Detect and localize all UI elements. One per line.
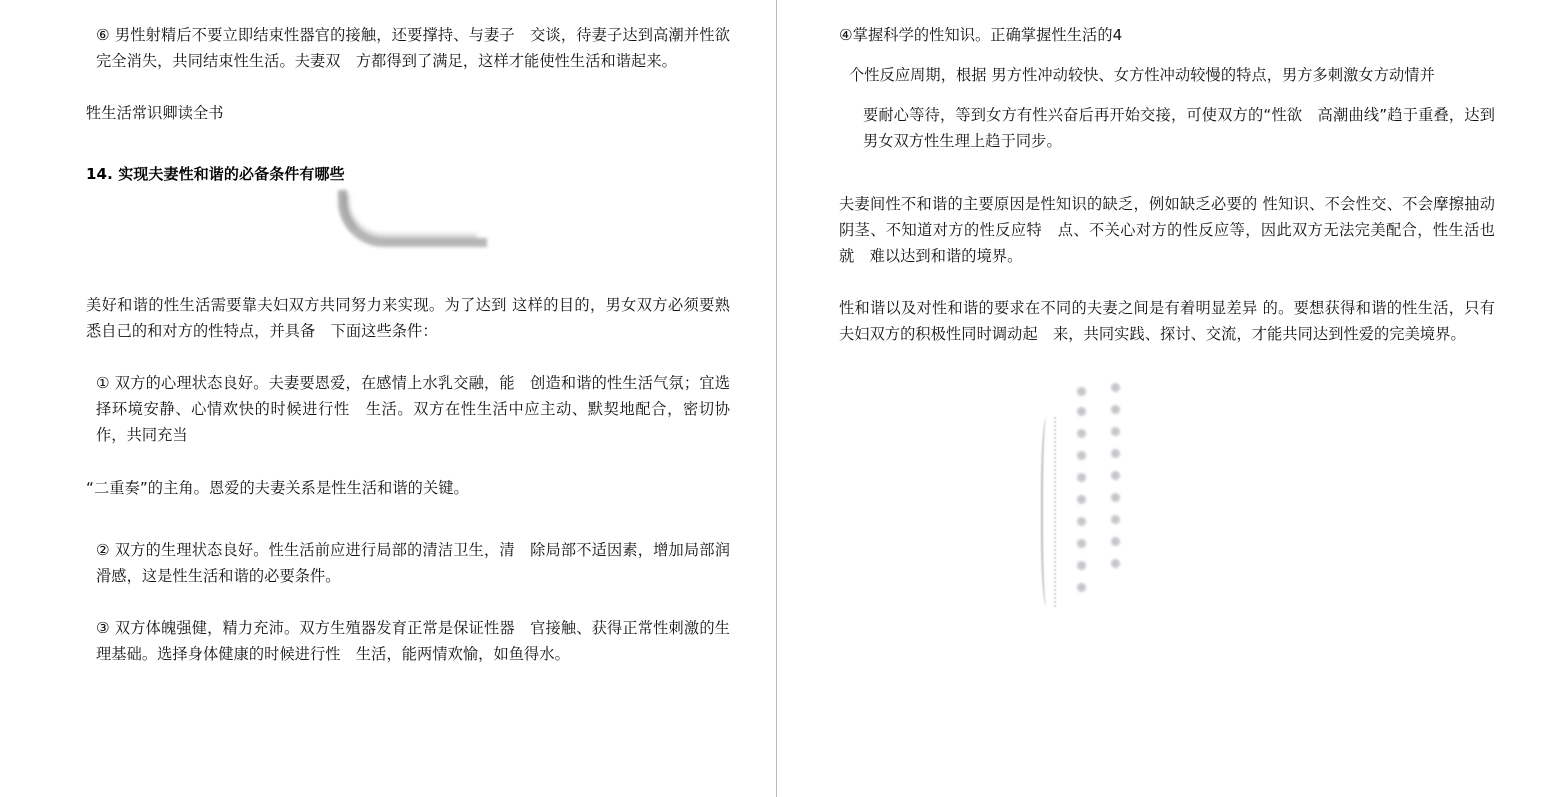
book-title-line: 牲生活常识卿读全书 — [86, 104, 224, 123]
page-left-content — [0, 0, 776, 667]
scan-dot-artifact-wrap — [839, 361, 1495, 621]
scan-smudge-artifact — [86, 188, 730, 258]
dot-column-left — [1077, 383, 1087, 613]
spacer — [86, 603, 730, 615]
page-right-content — [777, 0, 1555, 621]
spacer — [86, 258, 730, 292]
paragraph-duet: “二重奏”的主角。恩爱的夫妻关系是性生活和谐的关键。 — [86, 478, 469, 497]
paragraph-item-6: ⑥ 男性射精后不要立即结束性器官的接触，还要撑持、与妻子 交谈，待妻子达到高潮并性欲完全消失，共同结束性生活。夫妻双 方都得到了满足，这样才能使性生活和谐起来。 — [96, 26, 730, 71]
paragraph-item-4: ④掌握科学的性知识。正确掌握性生活的4 — [839, 26, 1123, 44]
paragraph-disharmony: 夫妻间性不和谐的主要原因是性知识的缺乏，例如缺乏必要的 性知识、不会性交、不会摩擦抽动阴茎、不知道对方的性反应特 点、不关心对方的性反应等，因此双方无法完美配合，性生活也就 难以达到和谐的境界。 — [839, 194, 1495, 265]
spacer — [86, 463, 730, 475]
dot-column-right — [1111, 383, 1121, 613]
paragraph-intro: 美好和谐的性生活需要靠夫妇双方共同努力来实现。为了达到 这样的目的，男女双方必须要熟悉自己的和对方的性特点，并具备 下面这些条件： — [86, 295, 730, 341]
paragraph-patience: 要耐心等待，等到女方有性兴奋后再开始交接，可使双方的“性欲 高潮曲线”趋于重叠，达到男女双方性生理上趋于同步。 — [863, 106, 1495, 151]
paragraph-item-1: ① 双方的心理状态良好。夫妻要恩爱，在感情上水乳交融，能 创造和谐的性生活气氛；宜选择环境安静、心情欢快的时候进行性 生活。双方在性生活中应主动、默契地配合，密切协作，共同充当 — [96, 374, 730, 445]
spacer — [839, 169, 1495, 191]
spacer — [86, 140, 730, 162]
spacer — [86, 358, 730, 370]
paragraph-cycle: 个性反应周期，根据 男方性冲动较快、女方性冲动较慢的特点，男方多刺激女方动情并 — [849, 66, 1435, 85]
scan-dot-artifact — [1039, 383, 1159, 613]
spacer — [86, 88, 730, 100]
page-left — [0, 0, 777, 797]
paragraph-item-2: ② 双方的生理状态良好。性生活前应进行局部的清洁卫生，清 除局部不适因素，增加局部润滑感，这是性生活和谐的必要条件。 — [96, 540, 730, 585]
paragraph-harmony: 性和谐以及对性和谐的要求在不同的夫妻之间是有着明显差异 的。要想获得和谐的性生活，只有夫妇双方的积极性同时调动起 来，共同实践、探讨、交流，才能共同达到性爱的完美境界。 — [839, 298, 1495, 344]
spacer — [839, 283, 1495, 295]
spacer — [86, 515, 730, 537]
paragraph-item-3: ③ 双方体魄强健，精力充沛。双方生殖器发育正常是保证性器 官接触、获得正常性刺激的生理基础。选择身体健康的时候进行性 生活，能两情欢愉，如鱼得水。 — [96, 619, 730, 664]
smudge-arc-secondary-icon — [344, 194, 477, 239]
section-heading-14: 14. 实现夫妻性和谐的必备条件有哪些 — [86, 165, 345, 184]
squiggle-icon — [1041, 417, 1055, 607]
page-right — [777, 0, 1555, 797]
